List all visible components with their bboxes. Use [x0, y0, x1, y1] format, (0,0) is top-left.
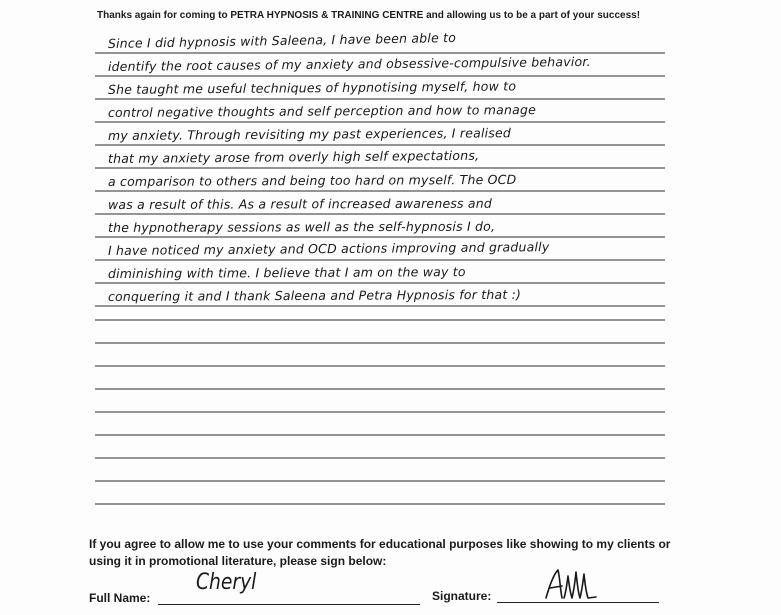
- testimonial-line: She taught me useful techniques of hypnotising myself, how to: [107, 78, 517, 97]
- testimonial-line: my anxiety. Through revisiting my past experiences, I realised: [107, 125, 512, 143]
- testimonial-line: I have noticed my anxiety and OCD actions improving and gradually: [107, 239, 550, 258]
- full-name-label: Full Name:: [89, 591, 151, 605]
- signature-mark: [540, 564, 600, 604]
- testimonial-line: identify the root causes of my anxiety and obsessive-compulsive behavior.: [107, 53, 591, 74]
- testimonial-line: the hypnotherapy sessions as well as the self-hypnosis I do,: [107, 218, 496, 235]
- testimonial-line: was a result of this. As a result of increased awareness and: [107, 195, 493, 212]
- signature-label: Signature:: [432, 589, 492, 603]
- testimonial-line: Since I did hypnosis with Saleena, I have been able to: [107, 29, 457, 51]
- testimonial-line: diminishing with time. I believe that I am on the way to: [107, 264, 466, 281]
- testimonial-line: a comparison to others and being too hard on myself. The OCD: [107, 171, 517, 189]
- form-header: Thanks again for coming to PETRA HYPNOSIS & TRAINING CENTRE and allowing us to be a part of your success!: [97, 10, 641, 21]
- consent-text: If you agree to allow me to use your comments for educational purposes like showing to my clients or using it in promotional literature, please sign below:: [89, 537, 671, 568]
- full-name-line: [158, 604, 420, 605]
- testimonial-line: conquering it and I thank Saleena and Petra Hypnosis for that :): [107, 286, 522, 304]
- full-name-value: Cheryl: [196, 570, 257, 595]
- testimonial-line: control negative thoughts and self perception and how to manage: [107, 102, 536, 120]
- testimonial-line: that my anxiety arose from overly high self expectations,: [107, 147, 480, 166]
